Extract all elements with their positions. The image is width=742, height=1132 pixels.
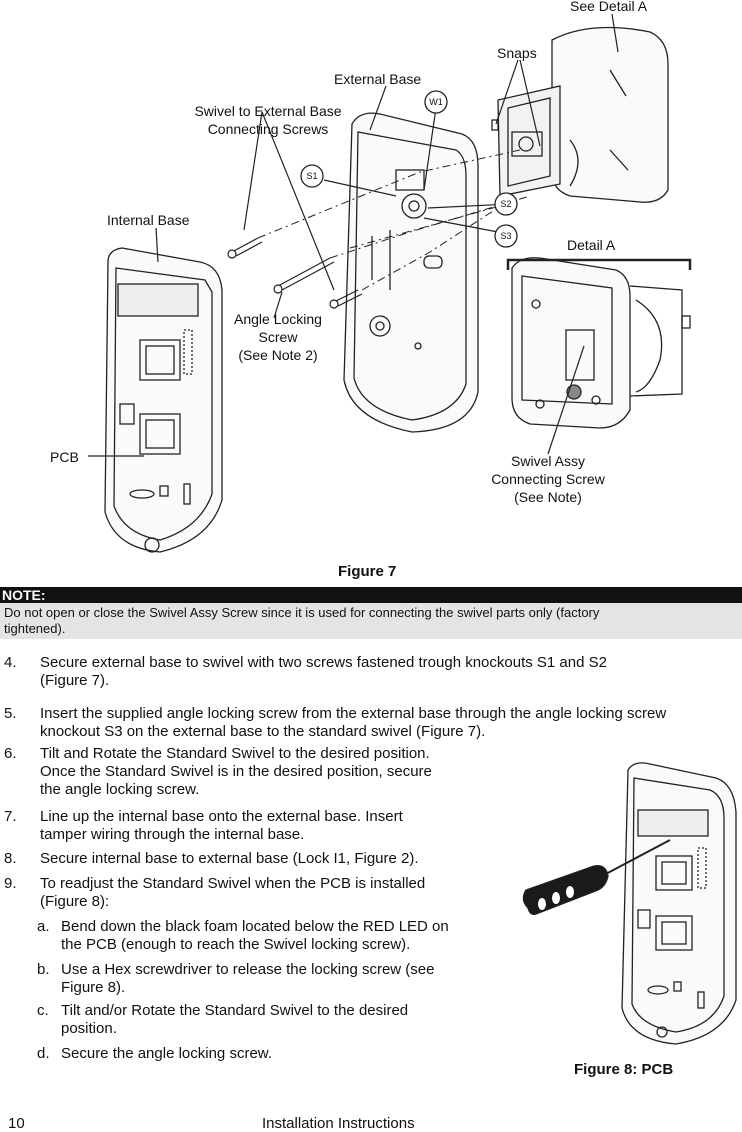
callout-w1: W1 xyxy=(429,97,443,107)
step-text: Secure external base to swivel with two screws fastened trough knockouts S1 and S2 (Figure 7). xyxy=(40,654,607,689)
screwdriver-handle xyxy=(523,866,608,915)
step-text: Line up the internal base onto the external base. Insert tamper wiring through the internal base. xyxy=(40,808,403,843)
label-swivel-assy-2: Connecting Screw xyxy=(491,471,605,487)
substep-letter: d. xyxy=(37,1045,50,1062)
figure-8-drawing xyxy=(510,760,742,1050)
label-snaps: Snaps xyxy=(497,45,537,61)
callout-s3: S3 xyxy=(500,231,512,241)
label-pcb: PCB xyxy=(50,449,79,465)
label-swivel-assy-3: (See Note) xyxy=(514,489,582,505)
substep-letter: a. xyxy=(37,918,50,935)
step-text: Tilt and Rotate the Standard Swivel to the desired position. Once the Standard Swivel is in the desired position, secure the angle locking screw. xyxy=(40,745,432,798)
label-see-detail-a: See Detail A xyxy=(570,0,648,14)
substep-text: Bend down the black foam located below the RED LED on the PCB (enough to reach the Swivel locking screw). xyxy=(61,918,449,953)
step-text: To readjust the Standard Swivel when the PCB is installed (Figure 8): xyxy=(40,875,426,910)
figure-8-caption: Figure 8: PCB xyxy=(574,1061,674,1078)
step-8 xyxy=(4,850,504,870)
detail-a-drawing xyxy=(512,258,690,428)
step-7 xyxy=(4,808,504,846)
step-text: Secure internal base to external base (Lock I1, Figure 2). xyxy=(40,850,419,867)
note-body xyxy=(0,603,742,639)
substep-letter: b. xyxy=(37,961,50,978)
page-number: 10 xyxy=(8,1115,25,1132)
callout-s2: S2 xyxy=(500,199,512,209)
substep-d xyxy=(37,1045,517,1065)
callout-s1: S1 xyxy=(306,171,318,181)
step-text: Insert the supplied angle locking screw from the external base through the angle locking screw knockout S3 on the external base to the standard swivel (Figure 7). xyxy=(40,705,667,740)
substep-text: Tilt and/or Rotate the Standard Swivel to the desired position. xyxy=(61,1002,409,1037)
label-detail-a: Detail A xyxy=(567,237,616,253)
screws-drawing xyxy=(228,238,362,308)
step-number: 7. xyxy=(4,808,17,825)
substep-b xyxy=(37,961,517,999)
external-base-drawing xyxy=(344,113,478,432)
substep-a xyxy=(37,918,517,956)
step-number: 4. xyxy=(4,654,17,671)
step-9 xyxy=(4,875,504,913)
label-swivel-screws-2: Connecting Screws xyxy=(207,121,329,137)
internal-base-drawing xyxy=(105,248,222,552)
label-angle-2: Screw xyxy=(258,329,298,345)
substep-text: Use a Hex screwdriver to release the locking screw (see Figure 8). xyxy=(61,961,435,996)
step-number: 8. xyxy=(4,850,17,867)
step-number: 9. xyxy=(4,875,17,892)
label-swivel-screws-1: Swivel to External Base xyxy=(194,103,342,119)
step-number: 5. xyxy=(4,705,17,722)
label-internal-base: Internal Base xyxy=(107,212,190,228)
footer-title: Installation Instructions xyxy=(262,1115,415,1132)
substep-c xyxy=(37,1002,517,1040)
figure-7-caption: Figure 7 xyxy=(338,563,397,580)
substep-letter: c. xyxy=(37,1002,49,1019)
label-angle-1: Angle Locking xyxy=(234,311,322,327)
substep-text: Secure the angle locking screw. xyxy=(61,1045,272,1062)
label-external-base: External Base xyxy=(334,71,422,87)
step-5 xyxy=(4,705,742,745)
step-number: 6. xyxy=(4,745,17,762)
note-title: NOTE: xyxy=(0,587,742,603)
label-angle-3: (See Note 2) xyxy=(238,347,318,363)
note-text: Do not open or close the Swivel Assy Screw since it is used for connecting the swivel parts only (factory tightened). xyxy=(4,605,600,636)
label-swivel-assy-1: Swivel Assy xyxy=(511,453,585,469)
step-6 xyxy=(4,745,504,801)
step-4 xyxy=(4,654,742,694)
